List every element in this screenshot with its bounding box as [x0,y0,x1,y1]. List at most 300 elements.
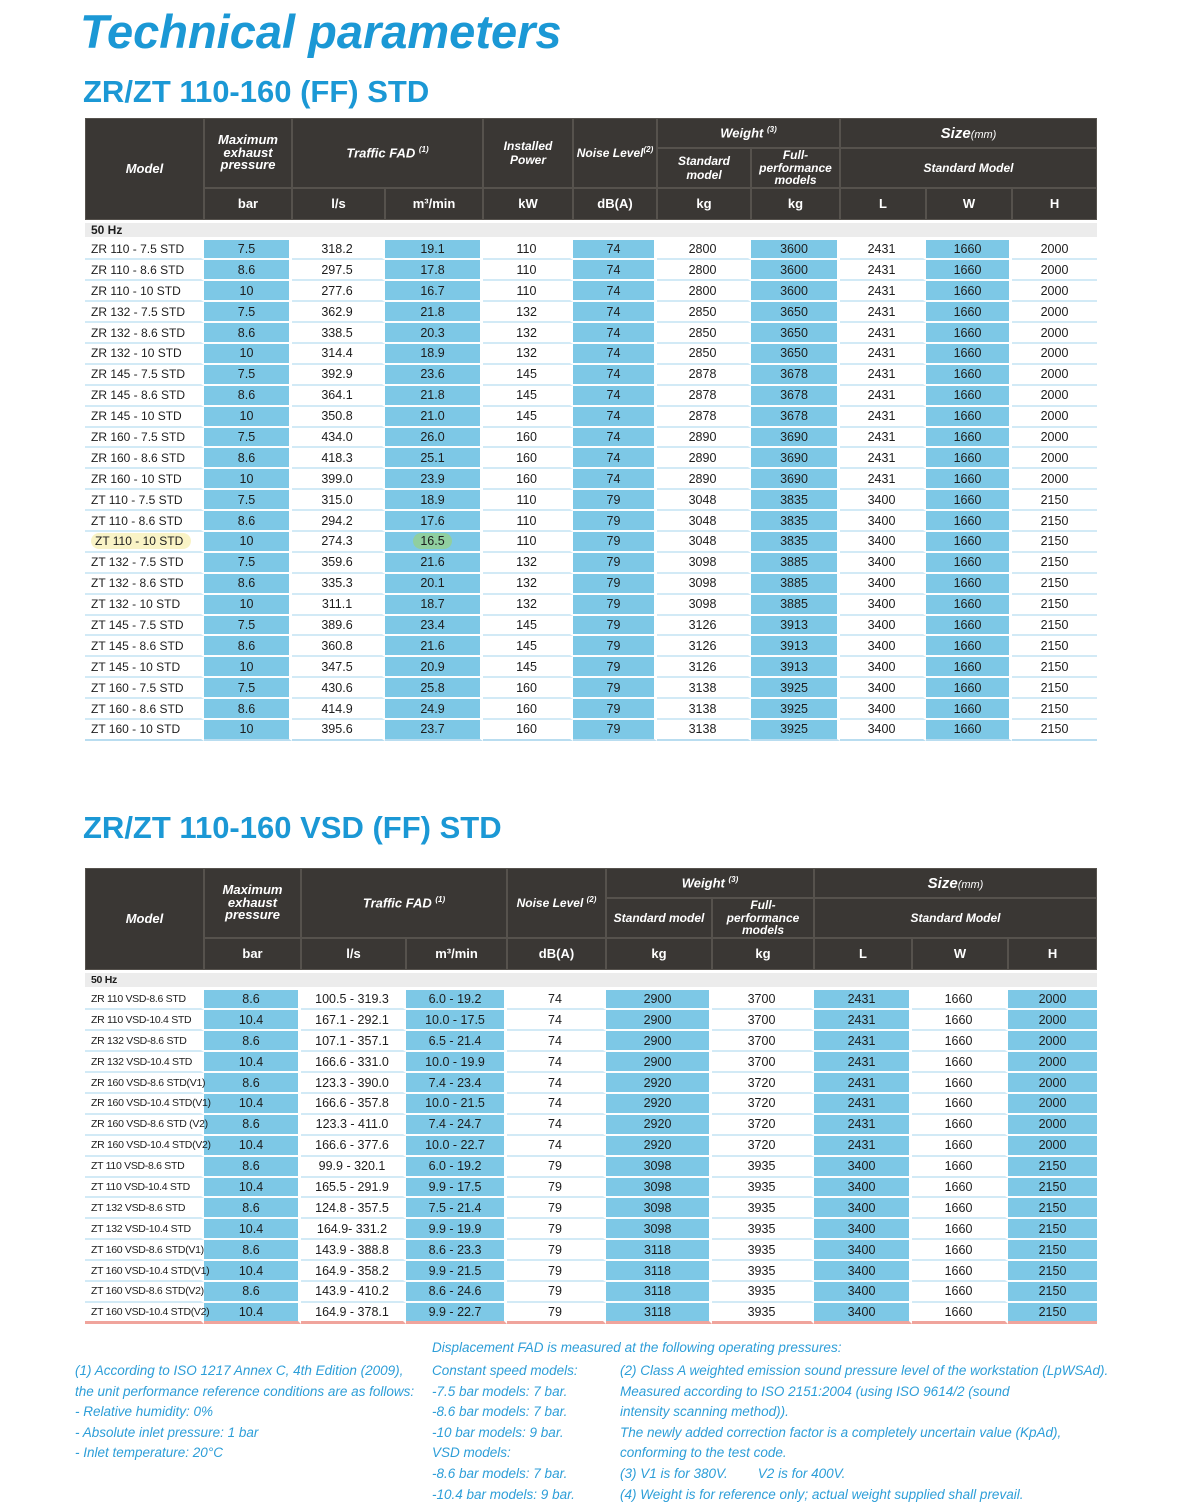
value-cell: 3690 [751,428,840,449]
value-cell: 1660 [926,407,1012,428]
value-cell: 1660 [912,1115,1008,1136]
value-cell: 166.6 - 357.8 [301,1094,406,1115]
value-cell: 1660 [912,990,1008,1011]
value-cell: 2431 [814,1073,912,1094]
value-cell: 74 [573,365,657,386]
value-cell: 3118 [606,1240,712,1261]
value-cell: 399.0 [292,469,385,490]
value-cell: 74 [507,990,606,1011]
value-cell: 164.9 - 378.1 [301,1303,406,1324]
model-cell: ZR 145 - 10 STD [85,407,204,428]
value-cell: 132 [483,344,573,365]
value-cell: 2150 [1012,553,1097,574]
value-cell: 79 [507,1157,606,1178]
value-cell: 414.9 [292,699,385,720]
value-cell: 10.4 [204,1219,301,1240]
value-cell: 74 [573,281,657,302]
footnote-line: the unit performance reference conditions are as follows: [75,1383,415,1399]
value-cell: 132 [483,302,573,323]
value-cell: 7.5 [204,365,292,386]
value-cell: 1660 [926,490,1012,511]
value-cell: 359.6 [292,553,385,574]
value-cell: 2150 [1008,1240,1097,1261]
value-cell: 2150 [1012,636,1097,657]
value-cell: 1660 [926,281,1012,302]
value-cell: 1660 [926,240,1012,261]
table-row [85,323,1097,344]
value-cell: 1660 [912,1219,1008,1240]
value-cell: 3118 [606,1303,712,1324]
footnote-ref-2: (2) [586,895,597,905]
table-row [85,1010,1097,1031]
value-cell: 7.5 [204,428,292,449]
value-cell: 74 [507,1073,606,1094]
col-header-size: Size(mm) [814,868,1097,898]
model-cell: ZT 145 - 7.5 STD [85,616,204,637]
value-cell: 2000 [1012,260,1097,281]
value-cell: 2150 [1008,1282,1097,1303]
value-cell: 2150 [1008,1219,1097,1240]
value-cell: 10.4 [204,1052,301,1073]
value-cell: 79 [507,1303,606,1324]
value-cell: 2890 [657,448,751,469]
value-cell: 8.6 [204,636,292,657]
value-cell: 3935 [712,1282,814,1303]
value-cell: 2900 [606,1031,712,1052]
table-row [85,1178,1097,1199]
table-row [85,469,1097,490]
value-cell: 3138 [657,720,751,741]
table-row [85,407,1097,428]
value-cell: 74 [573,302,657,323]
value-cell: 2431 [840,302,926,323]
col-header-standard-model-size: Standard Model [814,898,1097,938]
value-cell: 7.5 [204,678,292,699]
value-cell: 79 [573,595,657,616]
value-cell: 10.4 [204,1010,301,1031]
footnote-line: (3) V1 is for 380V. V2 is for 400V. [620,1465,846,1481]
value-cell: 3700 [712,1052,814,1073]
std-table-body [85,220,1097,741]
table-row [85,1115,1097,1136]
value-cell: 1660 [912,1261,1008,1282]
value-cell: 2920 [606,1136,712,1157]
vsd-table-body [85,970,1097,1324]
table-row [85,1219,1097,1240]
value-cell: 2431 [814,1136,912,1157]
footnote-line: The newly added correction factor is a completely uncertain value (KpAd), [620,1424,1062,1440]
value-cell: 123.3 - 390.0 [301,1073,406,1094]
value-cell: 79 [573,699,657,720]
table-row [85,1240,1097,1261]
value-cell: 2150 [1012,532,1097,553]
value-cell: 2878 [657,365,751,386]
unit-bar: bar [204,938,301,970]
value-cell: 3126 [657,636,751,657]
value-cell: 2900 [606,990,712,1011]
value-cell: 418.3 [292,448,385,469]
value-cell: 79 [507,1178,606,1199]
value-cell: 3720 [712,1136,814,1157]
value-cell: 3925 [751,699,840,720]
value-cell: 74 [507,1115,606,1136]
unit-height: H [1012,188,1097,220]
model-cell: ZR 145 - 8.6 STD [85,386,204,407]
footnote-line: -7.5 bar models: 7 bar. [432,1383,568,1399]
model-cell: ZR 145 - 7.5 STD [85,365,204,386]
footnote-line: - Relative humidity: 0% [75,1404,214,1420]
unit-height: H [1008,938,1097,970]
value-cell: 74 [573,469,657,490]
value-cell: 74 [573,407,657,428]
value-cell: 16.7 [385,281,483,302]
value-cell: 3690 [751,469,840,490]
value-cell: 2431 [840,323,926,344]
value-cell: 314.4 [292,344,385,365]
value-cell: 315.0 [292,490,385,511]
table-row [85,1052,1097,1073]
model-cell: ZR 110 VSD-8.6 STD [85,990,204,1011]
value-cell: 7.5 - 21.4 [406,1198,507,1219]
col-header-installed-power: Installed Power [483,118,573,188]
value-cell: 110 [483,281,573,302]
value-cell: 3600 [751,240,840,261]
value-cell: 2900 [606,1010,712,1031]
value-cell: 2150 [1008,1261,1097,1282]
value-cell: 3048 [657,511,751,532]
value-cell: 395.6 [292,720,385,741]
value-cell: 362.9 [292,302,385,323]
value-cell: 3835 [751,532,840,553]
value-cell: 3400 [840,574,926,595]
value-cell: 132 [483,323,573,344]
value-cell: 3400 [840,490,926,511]
value-cell: 10 [204,657,292,678]
value-cell: 3935 [712,1198,814,1219]
value-cell: 9.9 - 19.9 [406,1219,507,1240]
table-row [85,1198,1097,1219]
value-cell: 3700 [712,1031,814,1052]
model-cell: ZT 132 VSD-8.6 STD [85,1198,204,1219]
value-cell: 2431 [814,1052,912,1073]
section-label: 50 Hz [85,970,1097,990]
value-cell: 7.4 - 23.4 [406,1073,507,1094]
value-cell: 110 [483,532,573,553]
value-cell: 3098 [657,553,751,574]
value-cell: 2890 [657,469,751,490]
col-header-model: Model [85,118,204,220]
value-cell: 79 [507,1282,606,1303]
value-cell: 74 [573,240,657,261]
col-header-model: Model [85,868,204,970]
value-cell: 160 [483,678,573,699]
model-cell [85,532,204,553]
footnote-line: Measured according to ISO 2151:2004 (using ISO 9614/2 (sound [620,1383,1010,1399]
table-row [85,574,1097,595]
model-cell: ZT 132 - 8.6 STD [85,574,204,595]
value-cell: 3885 [751,574,840,595]
value-cell: 25.8 [385,678,483,699]
value-cell: 110 [483,260,573,281]
value-cell: 434.0 [292,428,385,449]
value-cell: 74 [507,1052,606,1073]
table-row [85,678,1097,699]
value-cell: 8.6 [204,1031,301,1052]
value-cell: 1660 [926,302,1012,323]
value-cell: 3138 [657,678,751,699]
footnote-line: -10 bar models: 9 bar. [432,1424,564,1440]
value-cell: 8.6 [204,699,292,720]
value-cell: 132 [483,574,573,595]
value-cell: 79 [507,1261,606,1282]
value-cell: 3400 [814,1240,912,1261]
value-cell: 2150 [1012,678,1097,699]
value-cell: 7.5 [204,240,292,261]
value-cell: 167.1 - 292.1 [301,1010,406,1031]
footnote-column-left [75,1361,431,1464]
col-header-weight: Weight $^{(3)}$ [606,868,814,898]
value-cell: 2850 [657,302,751,323]
value-cell: 7.5 [204,490,292,511]
col-header-max-exhaust-pressure: Maximum exhaust pressure [204,118,292,188]
value-cell: 3400 [840,511,926,532]
value-cell: 145 [483,636,573,657]
value-cell: 132 [483,553,573,574]
value-cell: 24.9 [385,699,483,720]
col-header-max-exhaust-pressure: Maximum exhaust pressure [204,868,301,938]
col-header-noise-level: Noise Level $^{(2)}$ [507,868,606,938]
value-cell: 2150 [1012,699,1097,720]
footnote-line: (1) According to ISO 1217 Annex C, 4th Edition (2009), [75,1363,404,1378]
value-cell: 20.3 [385,323,483,344]
model-cell: ZR 110 - 10 STD [85,281,204,302]
value-cell: 1660 [926,344,1012,365]
value-cell: 145 [483,407,573,428]
vsd-table [85,868,1097,1324]
table-row [85,990,1097,1011]
highlight-yellow: ZT 110 - 10 STD [91,533,191,549]
value-cell: 166.6 - 331.0 [301,1052,406,1073]
model-cell: ZT 160 - 8.6 STD [85,699,204,720]
model-cell: ZT 110 VSD-8.6 STD [85,1157,204,1178]
value-cell: 19.1 [385,240,483,261]
value-cell: 3048 [657,532,751,553]
value-cell: 1660 [926,428,1012,449]
value-cell: 165.5 - 291.9 [301,1178,406,1199]
value-cell: 79 [507,1219,606,1240]
model-cell: ZT 160 VSD-8.6 STD(V1) [85,1240,204,1261]
value-cell: 8.6 - 23.3 [406,1240,507,1261]
value-cell: 3700 [712,990,814,1011]
value-cell: 3098 [606,1219,712,1240]
value-cell: 21.6 [385,553,483,574]
value-cell: 347.5 [292,657,385,678]
value-cell: 1660 [926,532,1012,553]
value-cell: 74 [573,386,657,407]
unit-dba: dB(A) [507,938,606,970]
footnote-fad-heading: Displacement FAD is measured at the following operating pressures: [432,1340,842,1355]
value-cell: 21.8 [385,302,483,323]
model-cell: ZR 110 - 8.6 STD [85,260,204,281]
value-cell: 74 [573,448,657,469]
table-row [85,1073,1097,1094]
value-cell: 2000 [1012,469,1097,490]
table-row [85,1031,1097,1052]
table-row [85,1157,1097,1178]
value-cell: 3126 [657,616,751,637]
value-cell: 3118 [606,1261,712,1282]
value-cell: 1660 [926,469,1012,490]
table-row [85,448,1097,469]
model-cell: ZR 160 VSD-10.4 STD(V1) [85,1094,204,1115]
model-cell: ZR 160 - 10 STD [85,469,204,490]
value-cell: 8.6 [204,1240,301,1261]
model-cell: ZT 110 - 7.5 STD [85,490,204,511]
value-cell: 10 [204,532,292,553]
value-cell: 160 [483,448,573,469]
value-cell: 3400 [814,1178,912,1199]
table-row [85,386,1097,407]
table-row [85,240,1097,261]
value-cell: 392.9 [292,365,385,386]
section-row-50hz [85,970,1097,990]
footnote-line: VSD models: [432,1445,511,1461]
model-cell: ZT 160 VSD-10.4 STD(V2) [85,1303,204,1324]
value-cell: 18.9 [385,490,483,511]
section-label: 50 Hz [85,220,1097,240]
value-cell: 3700 [712,1010,814,1031]
value-cell: 2000 [1012,323,1097,344]
value-cell: 3126 [657,657,751,678]
value-cell: 1660 [926,720,1012,741]
value-cell: 2150 [1008,1198,1097,1219]
model-cell: ZT 160 - 7.5 STD [85,678,204,699]
value-cell: 3913 [751,657,840,678]
value-cell: 2150 [1012,616,1097,637]
value-cell: 2431 [840,240,926,261]
value-cell: 3400 [814,1282,912,1303]
table-row [85,490,1097,511]
value-cell: 3650 [751,344,840,365]
value-cell: 2150 [1012,574,1097,595]
value-cell: 3118 [606,1282,712,1303]
value-cell: 100.5 - 319.3 [301,990,406,1011]
model-cell: ZR 160 VSD-8.6 STD (V2) [85,1115,204,1136]
unit-m3min: m³/min [385,188,483,220]
value-cell: 79 [573,720,657,741]
value-cell: 3400 [840,636,926,657]
value-cell: 1660 [926,553,1012,574]
value-cell: 2150 [1012,511,1097,532]
value-cell: 2000 [1008,1010,1097,1031]
value-cell: 166.6 - 377.6 [301,1136,406,1157]
value-cell: 21.0 [385,407,483,428]
value-cell: 2920 [606,1115,712,1136]
model-cell: ZT 160 VSD-8.6 STD(V2) [85,1282,204,1303]
value-cell: 25.1 [385,448,483,469]
value-cell: 2431 [814,1115,912,1136]
value-cell: 74 [573,323,657,344]
col-header-standard-model-size: Standard Model [840,148,1097,188]
value-cell: 2431 [840,469,926,490]
value-cell: 1660 [926,657,1012,678]
value-cell: 8.6 [204,1115,301,1136]
value-cell: 74 [573,428,657,449]
table-row [85,302,1097,323]
table-row [85,595,1097,616]
value-cell: 1660 [912,1303,1008,1324]
value-cell: 124.8 - 357.5 [301,1198,406,1219]
value-cell: 10.0 - 22.7 [406,1136,507,1157]
value-cell: 110 [483,490,573,511]
std-table-wrapper [85,118,1097,741]
value-cell: 2431 [840,365,926,386]
value-cell: 79 [573,532,657,553]
value-cell: 145 [483,386,573,407]
value-cell: 2000 [1008,990,1097,1011]
value-cell: 160 [483,469,573,490]
footnote-line: (4) Weight is for reference only; actual weight supplied shall prevail. [620,1486,1024,1502]
value-cell: 79 [573,574,657,595]
table-row [85,428,1097,449]
col-header-full-performance: Full-performance models [751,148,840,188]
vsd-table-header [85,868,1097,970]
footnote-line: Constant speed models: [432,1363,578,1378]
value-cell: 1660 [912,1240,1008,1261]
value-cell: 3400 [814,1219,912,1240]
table-row [85,1094,1097,1115]
value-cell: 1660 [912,1157,1008,1178]
value-cell: 3400 [840,678,926,699]
model-cell: ZR 160 VSD-10.4 STD(V2) [85,1136,204,1157]
model-cell: ZR 132 - 7.5 STD [85,302,204,323]
model-cell: ZT 110 - 8.6 STD [85,511,204,532]
value-cell: 79 [507,1198,606,1219]
value-cell: 1660 [912,1178,1008,1199]
value-cell: 110 [483,240,573,261]
value-cell: 3925 [751,678,840,699]
value-cell: 10.4 [204,1094,301,1115]
value-cell: 3935 [712,1261,814,1282]
value-cell: 2431 [840,386,926,407]
col-header-noise-level: Noise Level$^{(2)}$ [573,118,657,188]
model-cell: ZT 110 VSD-10.4 STD [85,1178,204,1199]
value-cell: 18.9 [385,344,483,365]
value-cell: 9.9 - 22.7 [406,1303,507,1324]
col-header-full-performance: Full-performance models [712,898,814,938]
unit-dba: dB(A) [573,188,657,220]
table-row [85,344,1097,365]
footnote-line: -10.4 bar models: 9 bar. [432,1486,575,1502]
value-cell: 3835 [751,511,840,532]
value-cell: 3935 [712,1240,814,1261]
value-cell: 1660 [926,511,1012,532]
footnote-ref-3: (3) [728,875,739,885]
footnote-line: conforming to the test code. [620,1445,787,1461]
value-cell: 143.9 - 410.2 [301,1282,406,1303]
value-cell: 3048 [657,490,751,511]
model-cell: ZT 145 - 8.6 STD [85,636,204,657]
value-cell: 2150 [1012,657,1097,678]
value-cell: 8.6 [204,1282,301,1303]
unit-kg-standard: kg [657,188,751,220]
model-cell: ZR 132 VSD-10.4 STD [85,1052,204,1073]
value-cell: 2150 [1012,595,1097,616]
footnote-column-right [620,1361,1135,1505]
value-cell: 2000 [1012,240,1097,261]
value-cell: 2431 [840,407,926,428]
value-cell: 8.6 [204,511,292,532]
